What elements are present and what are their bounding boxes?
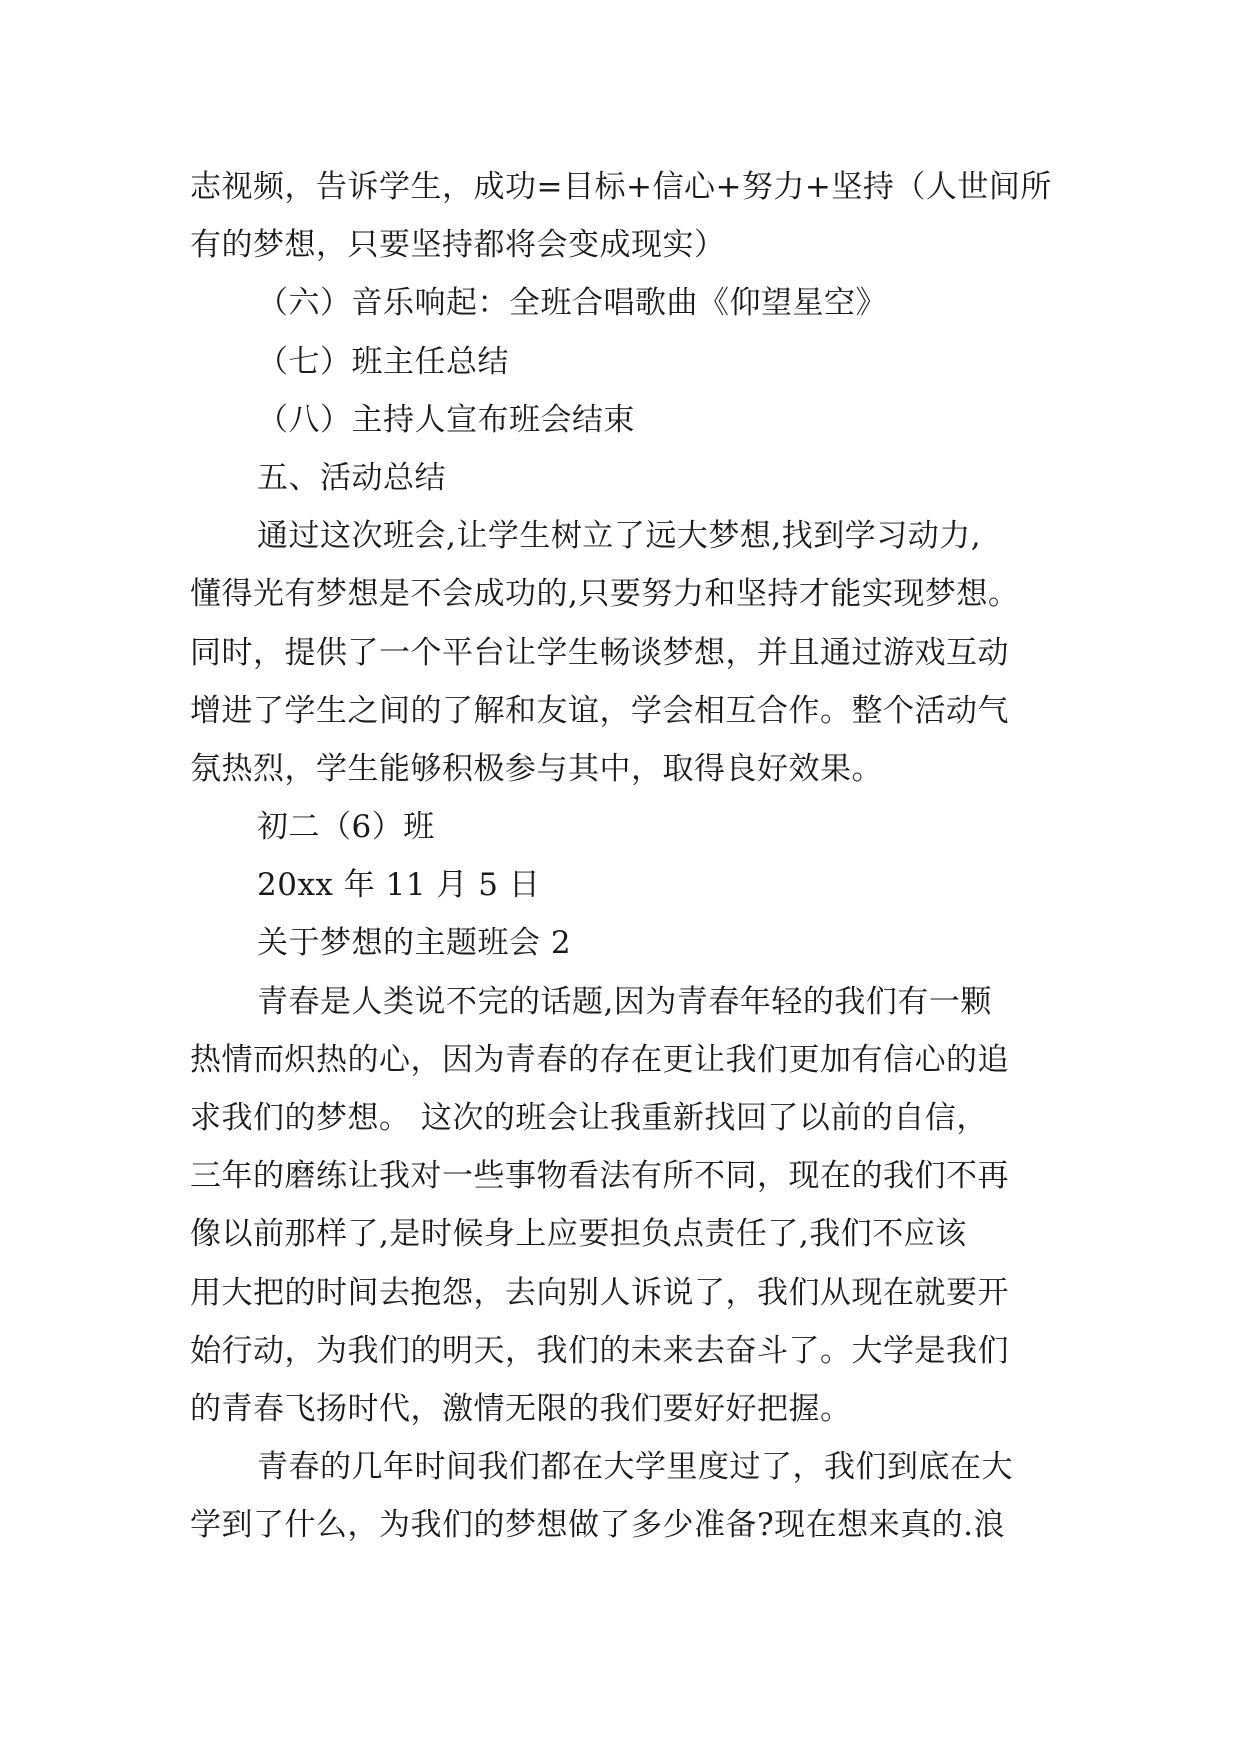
text-line: 同时，提供了一个平台让学生畅谈梦想，并且通过游戏互动 [190, 634, 1009, 671]
text-line: 懂得光有梦想是不会成功的,只要努力和坚持才能实现梦想。 [190, 576, 1020, 613]
text-line: 始行动，为我们的明天，我们的未来去奋斗了。大学是我们 [190, 1332, 1009, 1369]
text-line: 增进了学生之间的了解和友谊，学会相互合作。整个活动气 [190, 692, 1009, 729]
text-line: 氛热烈，学生能够积极参与其中，取得良好效果。 [190, 750, 883, 787]
text-line: 通过这次班会,让学生树立了远大梦想,找到学习动力, [257, 518, 982, 555]
text-line: 青春的几年时间我们都在大学里度过了，我们到底在大 [257, 1449, 1013, 1486]
text-line: 青春是人类说不完的话题,因为青春年轻的我们有一颗 [257, 983, 992, 1020]
text-line: 学到了什么，为我们的梦想做了多少准备?现在想来真的.浪 [190, 1507, 1005, 1544]
text-line: 有的梦想，只要坚持都将会变成现实） [190, 227, 726, 264]
date-line: 20xx 年 11 月 5 日 [257, 867, 541, 904]
section-heading: 五、活动总结 [257, 459, 446, 496]
text-line: 热情而炽热的心，因为青春的存在更让我们更加有信心的追 [190, 1041, 1009, 1078]
text-line: 三年的磨练让我对一些事物看法有所不同，现在的我们不再 [190, 1158, 1009, 1195]
text-line: 志视频，告诉学生，成功=目标+信心+努力+坚持（人世间所 [190, 169, 1052, 205]
section-title: 关于梦想的主题班会 2 [257, 925, 572, 962]
class-signature: 初二（6）班 [257, 809, 435, 846]
body-text [190, 158, 1060, 1555]
text-line: 用大把的时间去抱怨，去向别人诉说了，我们从现在就要开 [190, 1274, 1009, 1311]
text-line: 像以前那样了,是时候身上应要担负点责任了,我们不应该 [190, 1216, 967, 1253]
text-line: 的青春飞扬时代，激情无限的我们要好好把握。 [190, 1390, 852, 1427]
text-line: 求我们的梦想。 这次的班会让我重新找回了以前的自信， [190, 1100, 988, 1136]
text-line: （八）主持人宣布班会结束 [257, 401, 635, 438]
text-line: （七）班主任总结 [257, 343, 509, 380]
text-line: （六）音乐响起：全班合唱歌曲《仰望星空》 [257, 285, 887, 322]
